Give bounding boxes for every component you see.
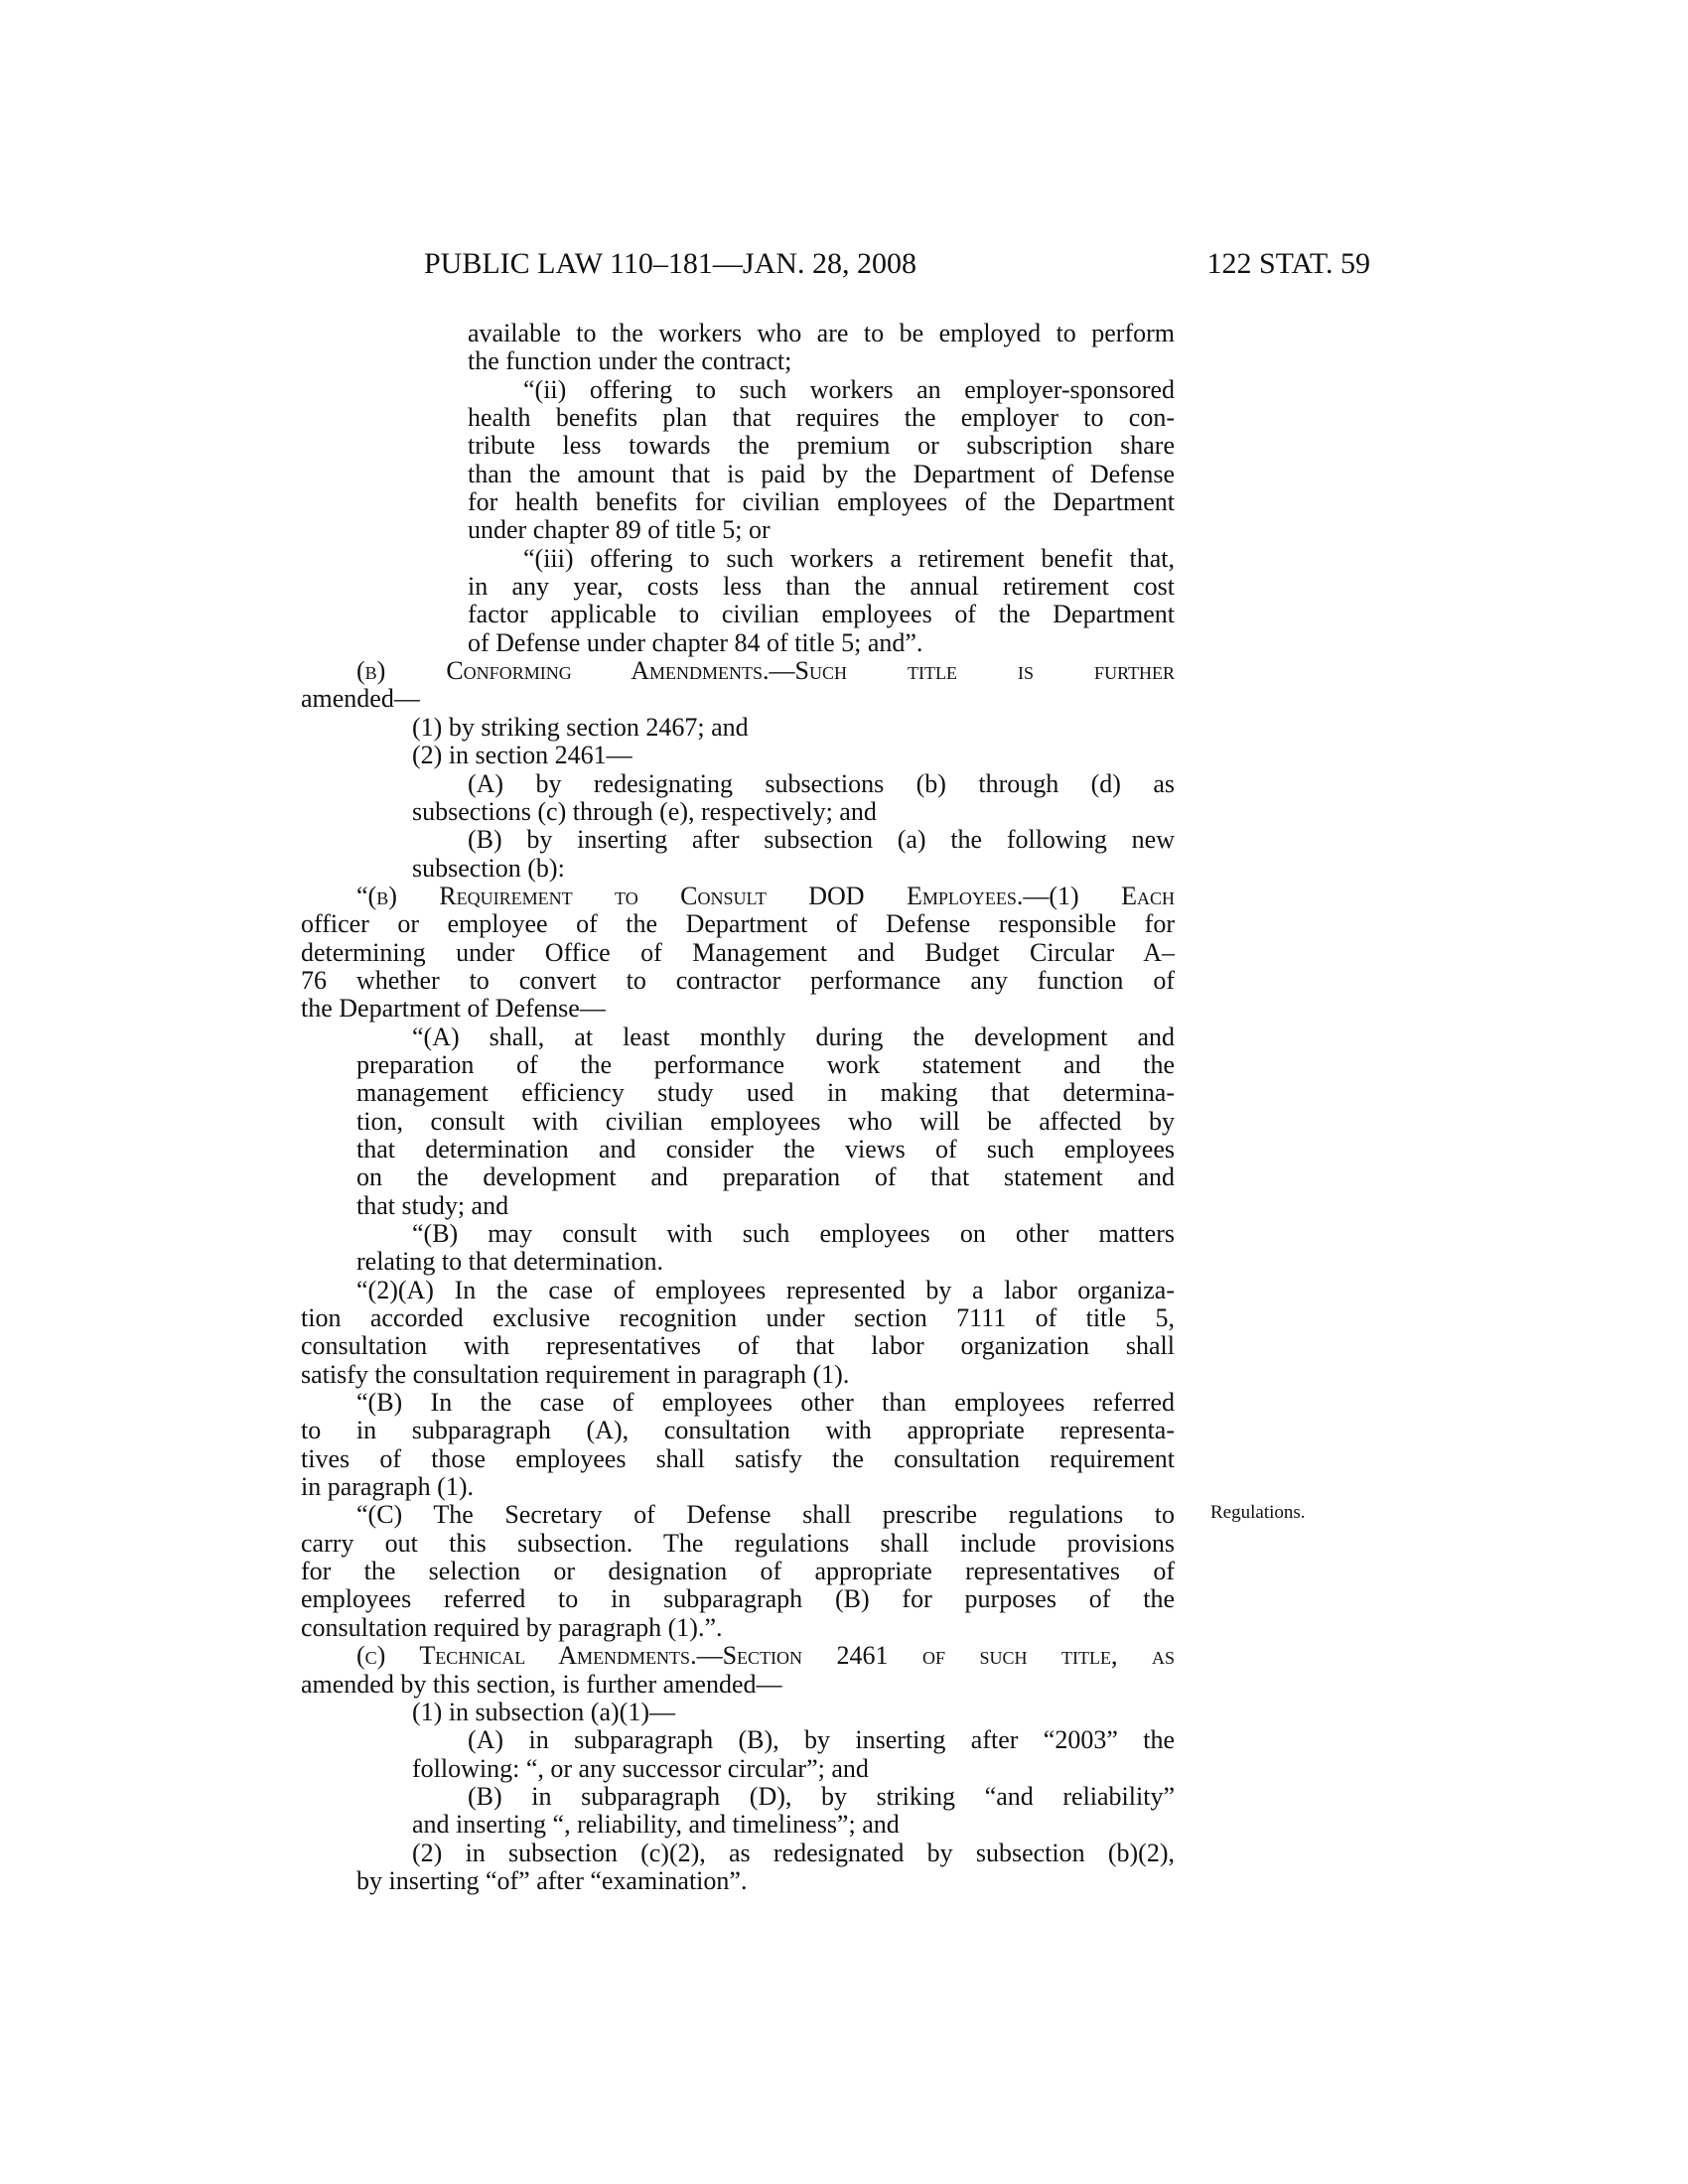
text-line: tion, consult with civilian employees who will be affected by: [356, 1106, 1175, 1136]
text-line: consultation with representatives of that labor organization shall: [301, 1331, 1175, 1361]
statute-text: [301, 320, 1175, 1895]
text-line: available to the workers who are to be employed to perform: [468, 319, 1175, 347]
text-line: “(2)(A) In the case of employees represented by a labor organiza-: [356, 1275, 1175, 1304]
text-line: carry out this subsection. The regulations shall include provisions: [301, 1528, 1175, 1558]
statute-page-number: 122 STAT. 59: [1206, 247, 1370, 280]
text-line: (1) in subsection (a)(1)—: [412, 1697, 675, 1726]
text-line: following: “, or any successor circular”; and: [412, 1753, 869, 1783]
text-line: that determination and consider the views of such employees: [356, 1134, 1175, 1163]
text-line: (B) by inserting after subsection (a) the following new: [468, 825, 1175, 855]
text-line: subsections (c) through (e), respectively; and: [412, 796, 877, 826]
text-line: under chapter 89 of title 5; or: [468, 515, 771, 545]
running-head: [298, 244, 1370, 284]
text-line: (1) by striking section 2467; and: [412, 712, 749, 742]
text-line: management efficiency study used in making that determina-: [356, 1078, 1175, 1108]
text-line: tives of those employees shall satisfy the consultation requirement: [301, 1443, 1175, 1473]
text-line: that study; and: [356, 1190, 509, 1220]
text-line: the function under the contract;: [468, 346, 792, 376]
text-line: preparation of the performance work statement and the: [356, 1049, 1175, 1079]
text-line: tribute less towards the premium or subscription share: [468, 431, 1175, 461]
text-line: “(ii) offering to such workers an employer-sponsored: [523, 374, 1175, 404]
text-line: of Defense under chapter 84 of title 5; and”.: [468, 627, 923, 657]
text-line: on the development and preparation of that statement and: [356, 1162, 1175, 1192]
text-line: (2) in section 2461—: [412, 741, 633, 770]
text-line: “(B) may consult with such employees on other matters: [412, 1219, 1175, 1248]
public-law-citation: PUBLIC LAW 110–181—JAN. 28, 2008: [424, 247, 916, 280]
text-line: 76 whether to convert to contractor performance any function of: [301, 965, 1175, 995]
text-line: to in subparagraph (A), consultation with appropriate representa-: [301, 1416, 1175, 1445]
text-line: (b) Conforming Amendments.—Such title is further: [356, 656, 1175, 686]
text-line: the Department of Defense—: [301, 994, 606, 1024]
text-line: subsection (b):: [412, 853, 565, 883]
text-line: “(B) In the case of employees other than employees referred: [356, 1388, 1175, 1418]
text-line: in any year, costs less than the annual retirement cost: [468, 572, 1175, 602]
text-line: amended—: [301, 684, 420, 714]
text-line: (2) in subsection (c)(2), as redesignated by subsection (b)(2),: [412, 1838, 1175, 1867]
text-line: factor applicable to civilian employees of the Department: [468, 600, 1175, 629]
text-line: (A) in subparagraph (B), by inserting after “2003” the: [468, 1725, 1175, 1755]
text-line: “(b) Requirement to Consult DOD Employees.—(1) Each: [356, 881, 1175, 910]
text-line: (B) in subparagraph (D), by striking “and reliability”: [468, 1781, 1175, 1811]
text-line: determining under Office of Management and Budget Circular A–: [301, 937, 1175, 967]
text-line: for the selection or designation of appropriate representatives of: [301, 1557, 1175, 1586]
text-line: satisfy the consultation requirement in paragraph (1).: [301, 1359, 850, 1389]
text-line: tion accorded exclusive recognition under section 7111 of title 5,: [301, 1303, 1175, 1333]
text-line: health benefits plan that requires the employer to con-: [468, 403, 1175, 433]
text-line: for health benefits for civilian employees of the Department: [468, 487, 1175, 517]
text-line: than the amount that is paid by the Department of Defense: [468, 459, 1175, 488]
margin-note-regulations: Regulations.: [1210, 1502, 1306, 1523]
text-line: relating to that determination.: [356, 1247, 664, 1277]
text-line: employees referred to in subparagraph (B) for purposes of the: [301, 1584, 1175, 1614]
text-line: by inserting “of” after “examination”.: [356, 1865, 748, 1895]
text-line: amended by this section, is further amended—: [301, 1669, 782, 1699]
text-line: consultation required by paragraph (1).”.: [301, 1612, 723, 1642]
text-line: “(C) The Secretary of Defense shall prescribe regulations to: [356, 1500, 1175, 1530]
text-line: in paragraph (1).: [301, 1472, 474, 1502]
text-line: officer or employee of the Department of Defense responsible for: [301, 909, 1175, 939]
text-line: “(A) shall, at least monthly during the development and: [412, 1022, 1175, 1051]
text-line: (c) Technical Amendments.—Section 2461 of such title, as: [356, 1641, 1175, 1671]
text-line: and inserting “, reliability, and timeliness”; and: [412, 1810, 900, 1840]
text-line: “(iii) offering to such workers a retirement benefit that,: [523, 543, 1175, 573]
text-line: (A) by redesignating subsections (b) through (d) as: [468, 768, 1175, 798]
